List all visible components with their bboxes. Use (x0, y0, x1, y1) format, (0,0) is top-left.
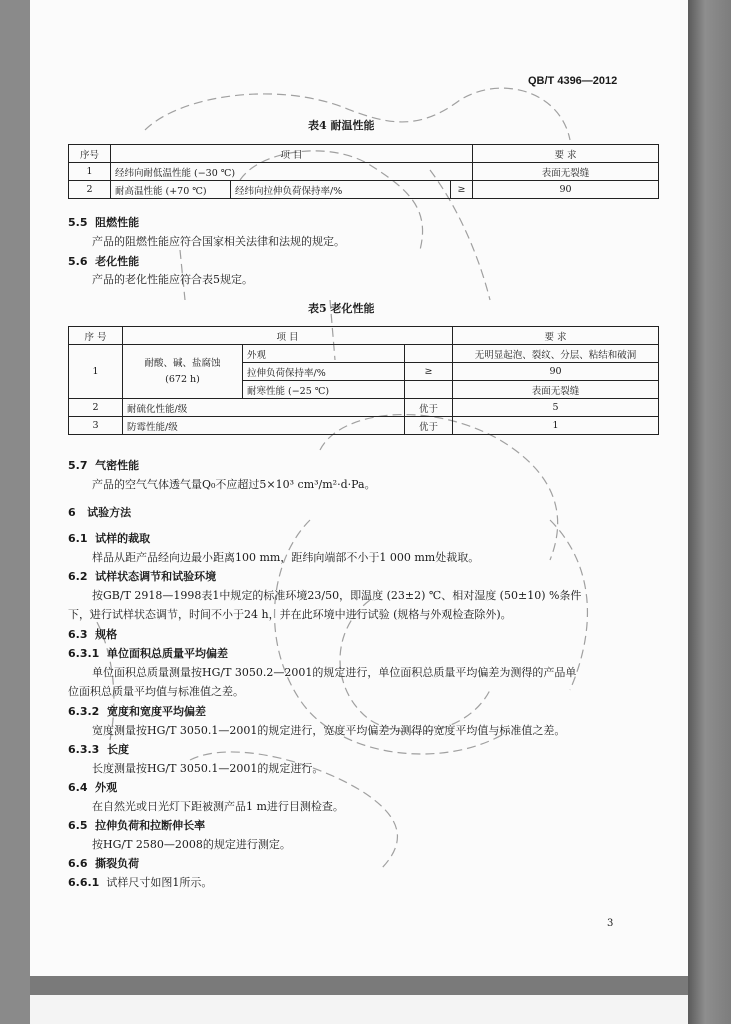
table5-cell-op (405, 345, 453, 363)
table5-cell-no: 1 (69, 345, 123, 399)
table5-cell-name: 外观 (243, 345, 405, 363)
heading-6-4: 6.4 外观 (68, 781, 118, 794)
table5-cell-name: 耐硫化性能/级 (123, 399, 405, 417)
table5-cell-req: 表面无裂缝 (453, 381, 659, 399)
table-row (69, 399, 659, 417)
table5-cell-op: 优于 (405, 417, 453, 435)
table-row (69, 345, 659, 363)
heading-6-1: 6.1 试样的裁取 (68, 532, 151, 545)
standard-code: QB/T 4396—2012 (528, 75, 618, 87)
para-6-4: 在自然光或日光灯下距被测产品1 m进行目测检查。 (92, 800, 344, 813)
table5-cell-op: ≥ (405, 363, 453, 381)
left-background (0, 0, 30, 1024)
table5-cell-req: 90 (453, 363, 659, 381)
para-6-2-line1: 按GB/T 2918—1998表1中规定的标准环境23/50，即温度 (23±2) ℃、相对湿度 (50±10) %条件 (92, 589, 582, 602)
table4-header-no: 序号 (69, 145, 111, 163)
heading-5-6: 5.6 老化性能 (68, 255, 140, 268)
table5-cell-no: 3 (69, 417, 123, 435)
document-page (30, 0, 688, 976)
table4-header-req: 要 求 (473, 145, 659, 163)
heading-6-3-1: 6.3.1 单位面积总质量平均偏差 (68, 647, 228, 660)
table4-cell-req: 表面无裂缝 (473, 163, 659, 181)
table4-cell-op: ≥ (451, 181, 473, 199)
table-row (69, 417, 659, 435)
heading-6-3: 6.3 规格 (68, 628, 118, 641)
table5 (68, 326, 659, 435)
heading-6-3-3: 6.3.3 长度 (68, 743, 129, 756)
table5-cell-no: 2 (69, 399, 123, 417)
para-6-3-3: 长度测量按HG/T 3050.1—2001的规定进行。 (92, 762, 324, 775)
table5-cell-req: 5 (453, 399, 659, 417)
table5-cell-name: 拉伸负荷保持率/% (243, 363, 405, 381)
table4-cell-item: 经纬向耐低温性能 (−30 ℃) (111, 163, 473, 181)
heading-6-6: 6.6 撕裂负荷 (68, 857, 140, 870)
table4-cell-no: 2 (69, 181, 111, 199)
table4-caption: 表4 耐温性能 (308, 119, 375, 132)
table-row (69, 181, 659, 199)
para-5-5: 产品的阻燃性能应符合国家相关法律和法规的规定。 (92, 235, 345, 248)
para-6-2-line2: 下，进行试样状态调节，时间不小于24 h，并在此环境中进行试验 (规格与外观检查除外)。 (68, 608, 512, 621)
table5-group-label: 耐酸、碱、盐腐蚀 (672 h) (123, 345, 243, 399)
next-page-edge (30, 995, 688, 1024)
heading-6-5: 6.5 拉伸负荷和拉断伸长率 (68, 819, 206, 832)
para-6-3-1-line1: 单位面积总质量测量按HG/T 3050.2—2001的规定进行，单位面积总质量平均偏差为测得的产品单 (92, 666, 577, 679)
table4-cell-no: 1 (69, 163, 111, 181)
table4-cell-sub: 经纬向拉伸负荷保持率/% (231, 181, 451, 199)
table5-cell-op: 优于 (405, 399, 453, 417)
heading-6-3-2: 6.3.2 宽度和宽度平均偏差 (68, 705, 206, 718)
heading-5-7: 5.7 气密性能 (68, 459, 140, 472)
para-5-7: 产品的空气气体透气量Q₀不应超过5×10³ cm³/m²·d·Pa。 (92, 478, 376, 491)
para-6-3-1-line2: 位面积总质量平均值与标准值之差。 (68, 685, 244, 698)
para-6-1: 样品从距产品经向边最小距离100 mm，距纬向端部不小于1 000 mm处裁取。 (92, 551, 480, 564)
table5-cell-req: 无明显起泡、裂纹、分层、粘结和破洞 (453, 345, 659, 363)
table5-cell-req: 1 (453, 417, 659, 435)
table5-header-req: 要 求 (453, 327, 659, 345)
table4 (68, 144, 659, 199)
table4-cell-req: 90 (473, 181, 659, 199)
table5-cell-name: 防霉性能/级 (123, 417, 405, 435)
heading-6-2: 6.2 试样状态调节和试验环境 (68, 570, 217, 583)
heading-6: 6 试验方法 (68, 506, 132, 519)
table5-header-item: 项 目 (123, 327, 453, 345)
table4-header-item: 项 目 (111, 145, 473, 163)
right-background (688, 0, 731, 1024)
table-row (69, 163, 659, 181)
page-number: 3 (607, 918, 614, 929)
para-5-6: 产品的老化性能应符合表5规定。 (92, 273, 253, 286)
para-6-3-2: 宽度测量按HG/T 3050.1—2001的规定进行，宽度平均偏差为测得的宽度平均值与标准值之差。 (92, 724, 566, 737)
table5-caption: 表5 老化性能 (308, 302, 375, 315)
para-6-6-1: 6.6.1 试样尺寸如图1所示。 (68, 876, 213, 889)
table4-cell-item: 耐高温性能 (+70 ℃) (111, 181, 231, 199)
heading-5-5: 5.5 阻燃性能 (68, 216, 140, 229)
table5-cell-op (405, 381, 453, 399)
table5-header-no: 序 号 (69, 327, 123, 345)
table5-cell-name: 耐寒性能 (−25 ℃) (243, 381, 405, 399)
para-6-5: 按HG/T 2580—2008的规定进行测定。 (92, 838, 291, 851)
